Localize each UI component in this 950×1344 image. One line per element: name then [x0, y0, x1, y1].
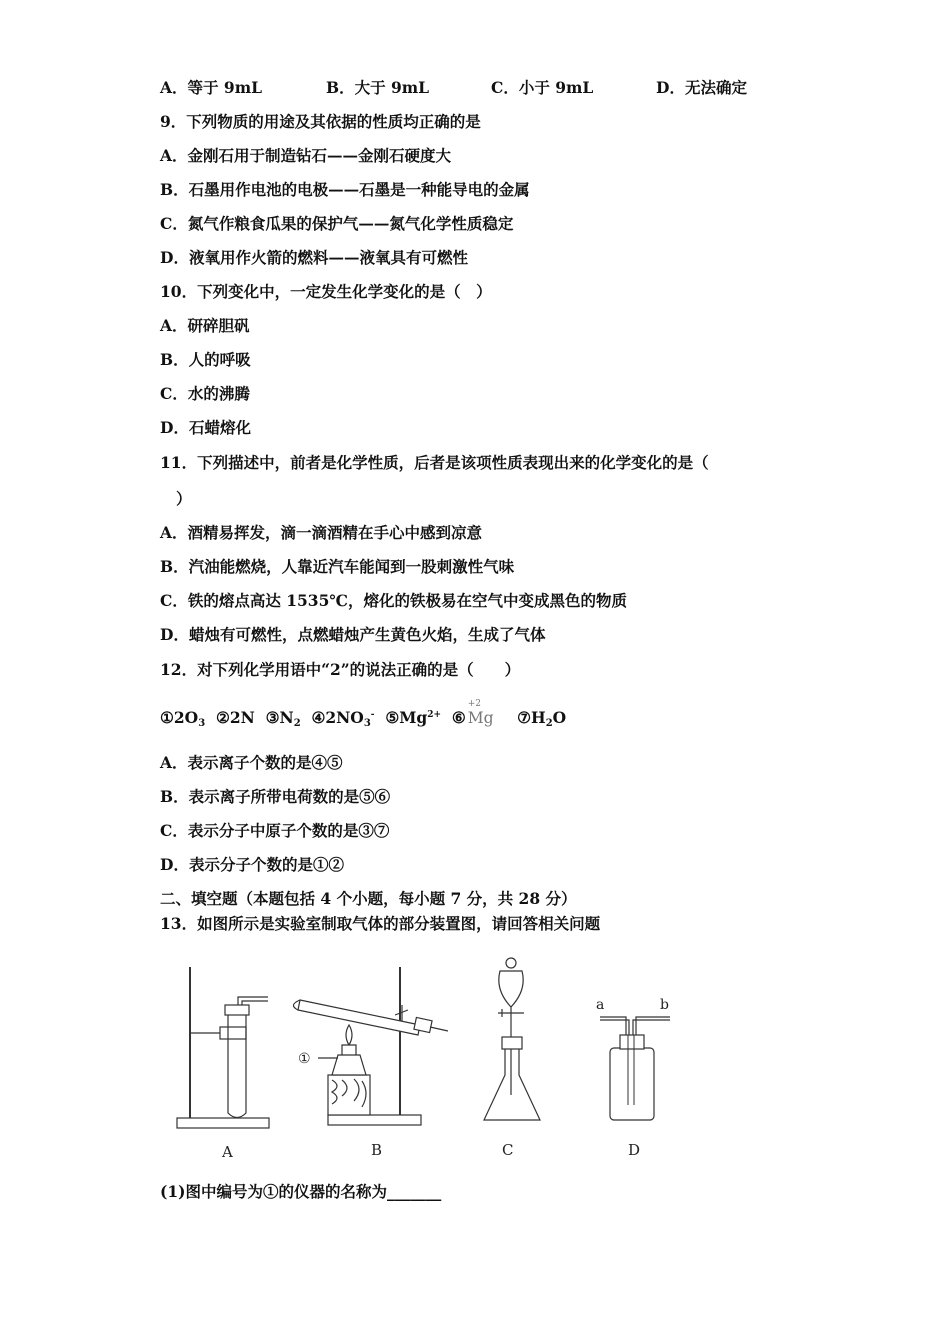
q10-option-d: D．石蜡熔化 — [160, 418, 251, 437]
formula-7: $⑦H_2O$ — [517, 708, 567, 729]
formula-3: $③N_2$ — [265, 708, 301, 729]
label-b: B — [371, 1141, 383, 1159]
q9-option-a: A．金刚石用于制造钻石——金刚石硬度大 — [160, 146, 452, 165]
formula-5: $⑤Mg^{2+}$ — [385, 708, 442, 727]
q10-option-b: B．人的呼吸 — [160, 350, 251, 369]
q8-option-b: B．大于 9mL — [326, 78, 430, 97]
q12-option-b: B．表示离子所带电荷数的是⑤⑥ — [160, 787, 391, 806]
q11-option-b: B．汽油能燃烧，人靠近汽车能闻到一股刺激性气味 — [160, 557, 515, 576]
q10-option-a: A．研碎胆矾 — [160, 316, 250, 335]
q13-sub-question-1: (1)图中编号为①的仪器的名称为_______ — [160, 1182, 442, 1201]
formula-2: ②2N — [215, 708, 255, 727]
apparatus-d — [596, 997, 670, 1159]
label-d: D — [628, 1141, 641, 1159]
q9-stem: 9．下列物质的用途及其依据的性质均正确的是 — [160, 112, 481, 131]
q12-option-c: C．表示分子中原子个数的是③⑦ — [160, 821, 390, 840]
q12-stem: 12．对下列化学用语中“2”的说法正确的是（ ） — [160, 660, 521, 679]
label-c: C — [502, 1141, 514, 1159]
formula-1: $①2O_3$ — [160, 708, 206, 729]
q12-formula-row — [160, 699, 567, 735]
q11-option-c: C．铁的熔点高达 1535℃，熔化的铁极易在空气中变成黑色的物质 — [160, 591, 627, 610]
apparatus-c — [484, 958, 540, 1159]
q11-option-a: A．酒精易挥发，滴一滴酒精在手心中感到凉意 — [160, 523, 483, 542]
q10-stem: 10．下列变化中，一定发生化学变化的是（ ） — [160, 282, 492, 301]
q11-stem-line2: ） — [176, 489, 192, 508]
q11-option-d: D．蜡烛有可燃性，点燃蜡烛产生黄色火焰，生成了气体 — [160, 625, 546, 644]
q8-option-a: A．等于 9mL — [160, 78, 263, 97]
q10-option-c: C．水的沸腾 — [160, 384, 250, 403]
port-b-label: b — [660, 997, 669, 1013]
port-a-label: a — [596, 997, 605, 1013]
q8-option-d: D．无法确定 — [656, 78, 747, 97]
q8-option-c: C．小于 9mL — [491, 78, 594, 97]
apparatus-b — [293, 967, 448, 1159]
lab-apparatus-figure — [150, 955, 710, 1165]
q9-option-c: C．氮气作粮食瓜果的保护气——氮气化学性质稳定 — [160, 214, 514, 233]
q12-option-d: D．表示分子个数的是①② — [160, 855, 344, 874]
q11-stem-line1: 11．下列描述中，前者是化学性质，后者是该项性质表现出来的化学变化的是（ — [160, 453, 709, 472]
q9-option-d: D．液氧用作火箭的燃料——液氧具有可燃性 — [160, 248, 468, 267]
formula-6: ⑥ +2 Mg — [451, 699, 494, 727]
label-a: A — [222, 1143, 233, 1161]
q13-stem: 13．如图所示是实验室制取气体的部分装置图，请回答相关问题 — [160, 914, 601, 933]
formula-4: $④2NO_3^-$ — [311, 708, 375, 729]
q9-option-b: B．石墨用作电池的电极——石墨是一种能导电的金属 — [160, 180, 530, 199]
q12-option-a: A．表示离子个数的是④⑤ — [160, 753, 343, 772]
apparatus-a — [177, 967, 269, 1161]
marker-1: ① — [298, 1051, 311, 1067]
section-2-heading: 二、填空题（本题包括 4 个小题，每小题 7 分，共 28 分） — [160, 889, 577, 908]
